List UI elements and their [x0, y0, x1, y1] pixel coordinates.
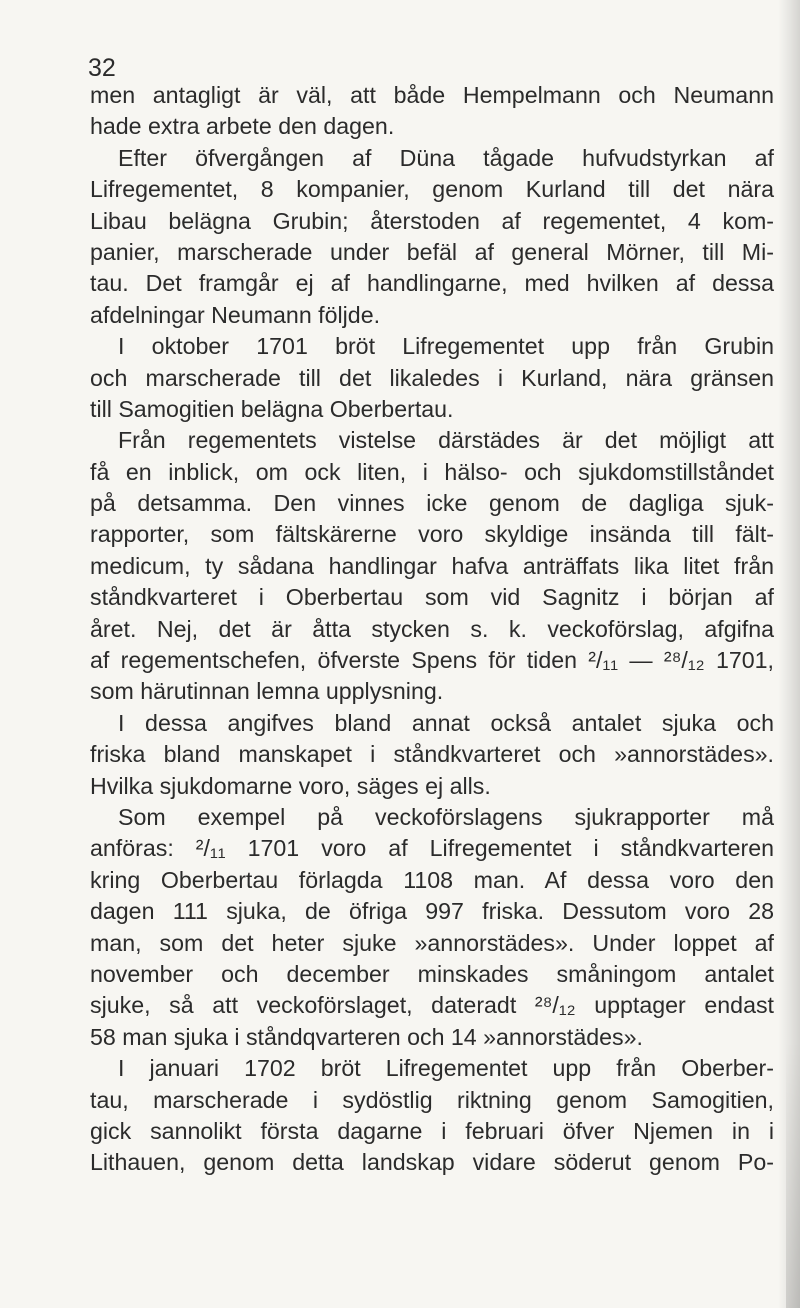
text-line: I januari 1702 bröt Lifregementet upp från Oberber- — [118, 1055, 774, 1082]
page-corner-shadow — [786, 1040, 800, 1308]
text-line: tau, marscherade i sydöstlig riktning genom Samogitien, — [90, 1086, 774, 1113]
text-line: Lithauen, genom detta landskap vidare söderut genom Po- — [90, 1149, 774, 1176]
text-line: till Samogitien belägna Oberbertau. — [90, 395, 454, 422]
text-line: dagen 111 sjuka, de öfriga 997 friska. Dessutom voro 28 — [90, 898, 774, 925]
text-line: gick sannolikt första dagarne i februari öfver Njemen in i — [90, 1117, 774, 1144]
text-line: och marscherade till det likaledes i Kurland, nära gränsen — [90, 364, 774, 391]
text-line: Från regementets vistelse därstädes är det möjligt att — [118, 427, 774, 454]
text-line: på detsamma. Den vinnes icke genom de dagliga sjuk- — [90, 490, 774, 517]
text-line: kring Oberbertau förlagda 1108 man. Af dessa voro den — [90, 866, 774, 893]
text-line: Lifregementet, 8 kompanier, genom Kurland till det nära — [90, 176, 774, 203]
text-line: Efter öfvergången af Düna tågade hufvudstyrkan af — [118, 144, 774, 171]
text-line: man, som det heter sjuke »annorstädes». Under loppet af — [90, 929, 774, 956]
text-line: men antagligt är väl, att både Hempelmann och Neumann — [90, 82, 774, 108]
text-line: af regementschefen, öfverste Spens för tiden ²/₁₁ — ²⁸/₁₂ 1701, — [90, 647, 774, 674]
text-line: medicum, ty sådana handlingar hafva anträffats lika litet från — [90, 552, 774, 579]
text-line: få en inblick, om ock liten, i hälso- och sjukdomstillståndet — [90, 458, 774, 485]
text-line: I oktober 1701 bröt Lifregementet upp från Grubin — [118, 333, 774, 360]
text-line: Hvilka sjukdomarne voro, säges ej alls. — [90, 772, 491, 799]
text-line: I dessa angifves bland annat också antalet sjuka och — [118, 709, 774, 736]
text-line: anföras: ²/₁₁ 1701 voro af Lifregementet i ståndkvarteren — [90, 835, 774, 862]
text-line: afdelningar Neumann följde. — [90, 301, 381, 328]
text-line: rapporter, som fältskärerne voro skyldige insända till fält- — [90, 521, 774, 548]
body-text — [90, 80, 774, 1179]
text-line: Som exempel på veckoförslagens sjukrapporter må — [118, 803, 774, 830]
text-line: friska bland manskapet i ståndkvarteret och »annorstädes». — [90, 741, 774, 768]
text-line: året. Nej, det är åtta stycken s. k. veckoförslag, afgifna — [90, 615, 774, 642]
text-line: 58 man sjuka i ståndqvarteren och 14 »annorstädes». — [90, 1023, 643, 1050]
page-number: 32 — [88, 54, 116, 82]
text-line: panier, marscherade under befäl af general Mörner, till Mi- — [90, 238, 774, 265]
text-line: tau. Det framgår ej af handlingarne, med hvilken af dessa — [90, 270, 774, 297]
text-line: sjuke, så att veckoförslaget, dateradt ²⁸/₁₂ upptager endast — [90, 992, 774, 1019]
text-line: hade extra arbete den dagen. — [90, 113, 395, 140]
text-line: som härutinnan lemna upplysning. — [90, 678, 444, 705]
text-line: Libau belägna Grubin; återstoden af regementet, 4 kom- — [90, 207, 774, 234]
text-line: november och december minskades småningom antalet — [90, 960, 774, 987]
text-line: ståndkvarteret i Oberbertau som vid Sagnitz i början af — [90, 584, 774, 611]
